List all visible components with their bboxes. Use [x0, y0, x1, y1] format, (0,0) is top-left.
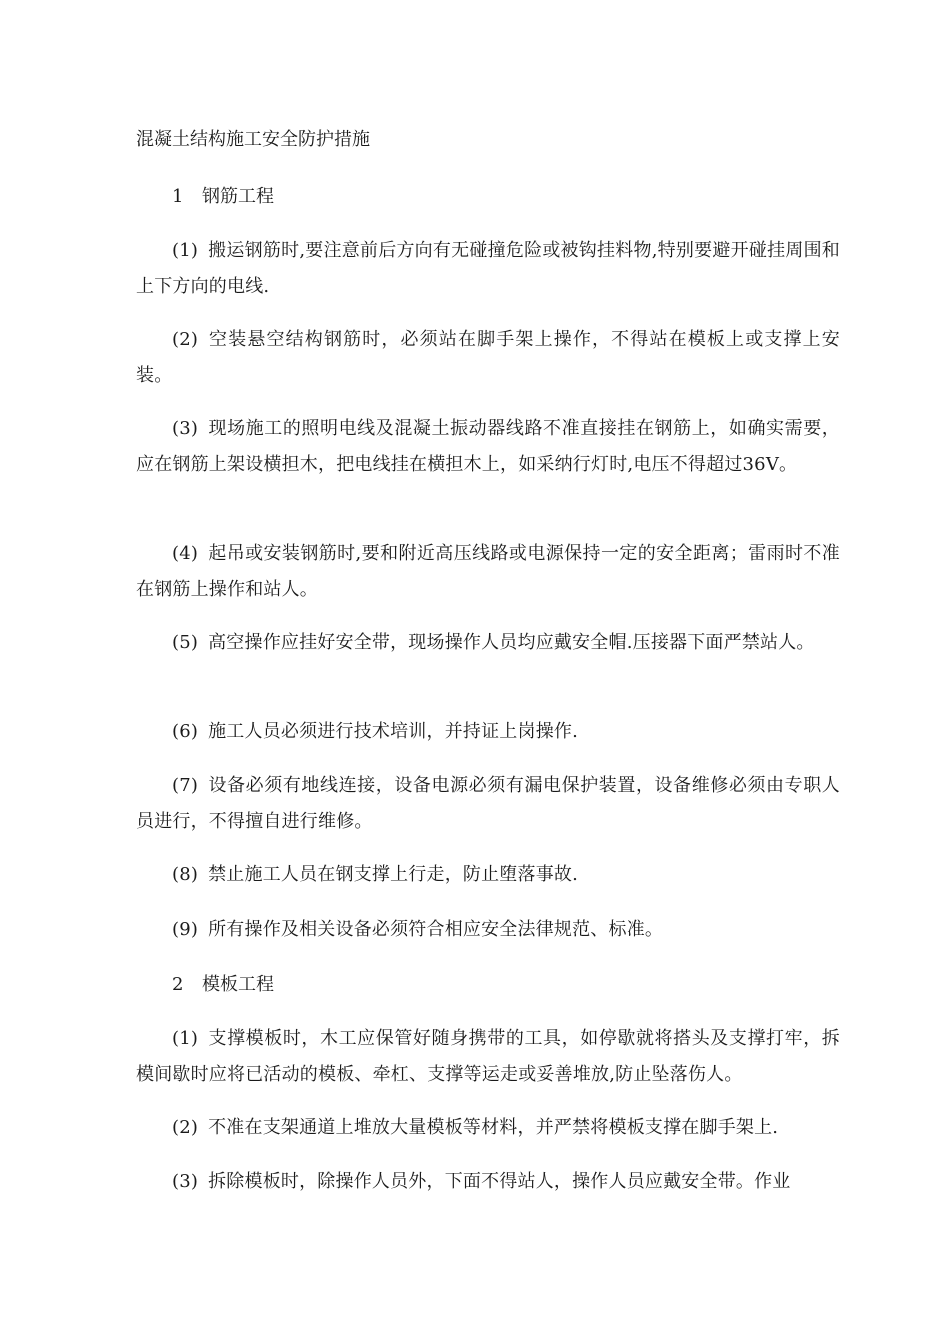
- paragraph-2-2: [136, 1110, 840, 1146]
- item-text: 空装悬空结构钢筋时，必须站在脚手架上操作，不得站在模板上或支撑上安装。: [136, 329, 840, 386]
- paragraph-1-6: [136, 714, 840, 750]
- item-text: 拆除模板时，除操作人员外，下面不得站人，操作人员应戴安全带。作业: [208, 1171, 791, 1192]
- item-number: (8): [172, 864, 199, 885]
- item-text: 施工人员必须进行技术培训，并持证上岗操作.: [208, 721, 579, 742]
- item-number: (6): [172, 721, 199, 742]
- item-number: (3): [172, 1171, 199, 1192]
- paragraph-1-5: [136, 625, 840, 661]
- item-text: 所有操作及相关设备必须符合相应安全法律规范、标准。: [208, 919, 664, 940]
- item-number: (2): [172, 329, 199, 350]
- paragraph-1-7: [136, 768, 840, 840]
- paragraph-2-3: [136, 1164, 840, 1200]
- section-number: 2: [172, 974, 184, 995]
- paragraph-1-3: [136, 411, 840, 483]
- section-number: 1: [172, 186, 184, 207]
- document-title: 混凝土结构施工安全防护措施: [136, 129, 370, 150]
- item-text: 不准在支架通道上堆放大量模板等材料，并严禁将模板支撑在脚手架上.: [208, 1117, 779, 1138]
- item-text: 设备必须有地线连接，设备电源必须有漏电保护装置，设备维修必须由专职人员进行，不得擅自进行维修。: [136, 775, 840, 832]
- item-number: (5): [172, 632, 199, 653]
- item-text: 起吊或安装钢筋时,要和附近高压线路或电源保持一定的安全距离；雷雨时不准在钢筋上操作和站人。: [136, 543, 840, 600]
- item-number: (2): [172, 1117, 199, 1138]
- item-text: 禁止施工人员在钢支撑上行走，防止堕落事故.: [208, 864, 579, 885]
- item-number: (3): [172, 418, 199, 439]
- item-number: (9): [172, 919, 199, 940]
- item-number: (4): [172, 543, 199, 564]
- item-text: 现场施工的照明电线及混凝土振动器线路不准直接挂在钢筋上，如确实需要，应在钢筋上架设横担木，把电线挂在横担木上，如采纳行灯时,电压不得超过36V。: [136, 418, 840, 475]
- item-number: (1): [172, 240, 199, 261]
- section-title: 钢筋工程: [202, 186, 274, 207]
- paragraph-1-8: [136, 857, 840, 893]
- section-title: 模板工程: [202, 974, 274, 995]
- item-text: 支撑模板时，木工应保管好随身携带的工具，如停歇就将搭头及支撑打牢，拆模间歇时应将已活动的模板、牵杠、支撑等运走或妥善堆放,防止坠落伤人。: [136, 1028, 840, 1085]
- item-number: (7): [172, 775, 199, 796]
- item-number: (1): [172, 1028, 199, 1049]
- paragraph-1-2: [136, 322, 840, 394]
- paragraph-1-1: [136, 233, 840, 305]
- paragraph-2-1: [136, 1021, 840, 1093]
- item-text: 高空操作应挂好安全带，现场操作人员均应戴安全帽.压接器下面严禁站人。: [208, 632, 815, 653]
- paragraph-1-9: [136, 912, 840, 948]
- item-text: 搬运钢筋时,要注意前后方向有无碰撞危险或被钩挂料物,特别要避开碰挂周围和上下方向的电线.: [136, 240, 840, 297]
- section-heading-1: [172, 183, 274, 211]
- paragraph-1-4: [136, 536, 840, 608]
- section-heading-2: [172, 971, 274, 999]
